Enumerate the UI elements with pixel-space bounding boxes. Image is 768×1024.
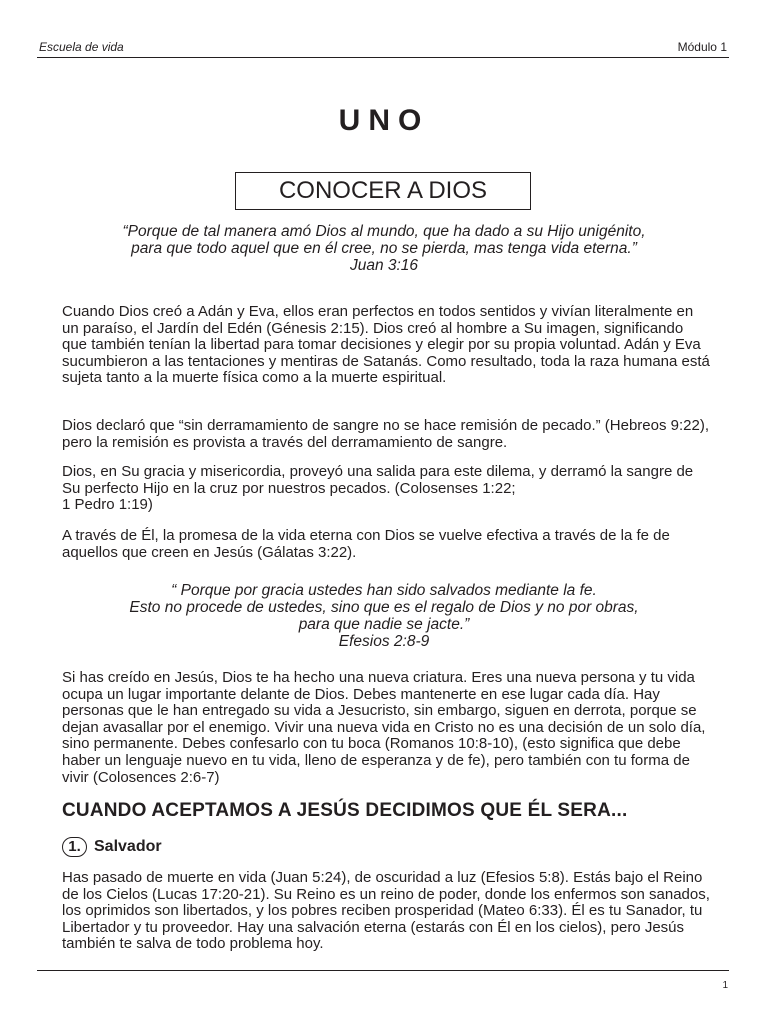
verse-line: “ Porque por gracia ustedes han sido salvados mediante la fe. (171, 582, 597, 599)
lesson-title: CONOCER A DIOS (235, 172, 531, 210)
paragraph-promise: A través de Él, la promesa de la vida eterna con Dios se vuelve efectiva a través de la fe de aquellos que creen en Jesús (Gálatas 3:22). (62, 527, 670, 561)
paragraph-creation: Cuando Dios creó a Adán y Eva, ellos eran perfectos en todos sentidos y vivían literalmente en un paraíso, el Jardín del Edén (Génesis 2:15). Dios creó al hombre a Su imagen, significando que también tenían la libertad para tomar decisiones y elegir por su propia voluntad. Adán y Eva sucumbieron a las tentaciones y mentiras de Satanás. Como resultado, toda la raza humana está sujeta tanto a la muerte física como a la muerte espiritual. (62, 303, 710, 387)
opening-verse (60, 223, 708, 274)
header-module: Módulo 1 (677, 40, 727, 54)
verse-line: Esto no procede de ustedes, sino que es el regalo de Dios y no por obras, (129, 599, 639, 616)
verse-line: para que nadie se jacte.” (298, 616, 470, 633)
verse-reference: Juan 3:16 (349, 257, 419, 274)
chapter-title: UNO (338, 104, 430, 137)
grace-verse (60, 582, 708, 650)
paragraph-line: 1 Pedro 1:19) (62, 496, 153, 514)
item-title: Salvador (94, 838, 162, 855)
verse-line: “Porque de tal manera amó Dios al mundo, que ha dado a su Hijo unigénito, (122, 223, 646, 240)
header-course-name: Escuela de vida (39, 40, 124, 54)
paragraph-new-creature: Si has creído en Jesús, Dios te ha hecho una nueva criatura. Eres una nueva persona y tu vida ocupa un lugar importante delante de Dios. Debes mantenerte en ese lugar cada día. Hay personas que le han entregado su vida a Jesucristo, sin embargo, siguen en derrota, porque se dejan avasallar por el enemigo. Vivir una nueva vida en Cristo no es una decisión de un solo día, sino permanente. Debes confesarlo con tu boca (Romanos 10:8-10), (esto significa que debe haber un lenguaje nuevo en tu vida, lleno de esperanza y de fe), pero también con tu forma de vivir (Colosences 2:6-7) (62, 669, 706, 786)
paragraph-salvador: Has pasado de muerte en vida (Juan 5:24), de oscuridad a luz (Efesios 5:8). Estás bajo el Reino de los Cielos (Lucas 17:20-21). Su Reino es un reino de poder, donde los enfermos son sanados, los oprimidos son libertados, y los pobres reciben prosperidad (Mateo 6:33). Él es tu Sanador, tu Libertador y tu proveedor. Hay una salvación eterna (estarás con Él en los cielos), pero Jesús también te salva de todo problema hoy. (62, 869, 710, 953)
item-number-badge: 1. (62, 837, 87, 857)
page-number: 1 (722, 980, 728, 991)
numbered-item-salvador (62, 836, 162, 858)
verse-line: para que todo aquel que en él cree, no se pierda, mas tenga vida eterna.” (131, 240, 637, 257)
paragraph-line: Dios, en Su gracia y misericordia, proveyó una salida para este dilema, y derramó la sangre de Su perfecto Hijo en la cruz por nuestros pecados. (Colosenses 1:22; (62, 463, 694, 497)
section-heading: CUANDO ACEPTAMOS A JESÚS DECIDIMOS QUE ÉL SERA... (62, 800, 628, 821)
paragraph-grace (62, 464, 712, 514)
page-header (37, 40, 729, 58)
verse-reference: Efesios 2:8-9 (338, 633, 430, 650)
paragraph-remission: Dios declaró que “sin derramamiento de sangre no se hace remisión de pecado.” (Hebreos 9:22), pero la remisión es provista a través del derramamiento de sangre. (62, 417, 710, 451)
footer-divider (37, 970, 729, 971)
